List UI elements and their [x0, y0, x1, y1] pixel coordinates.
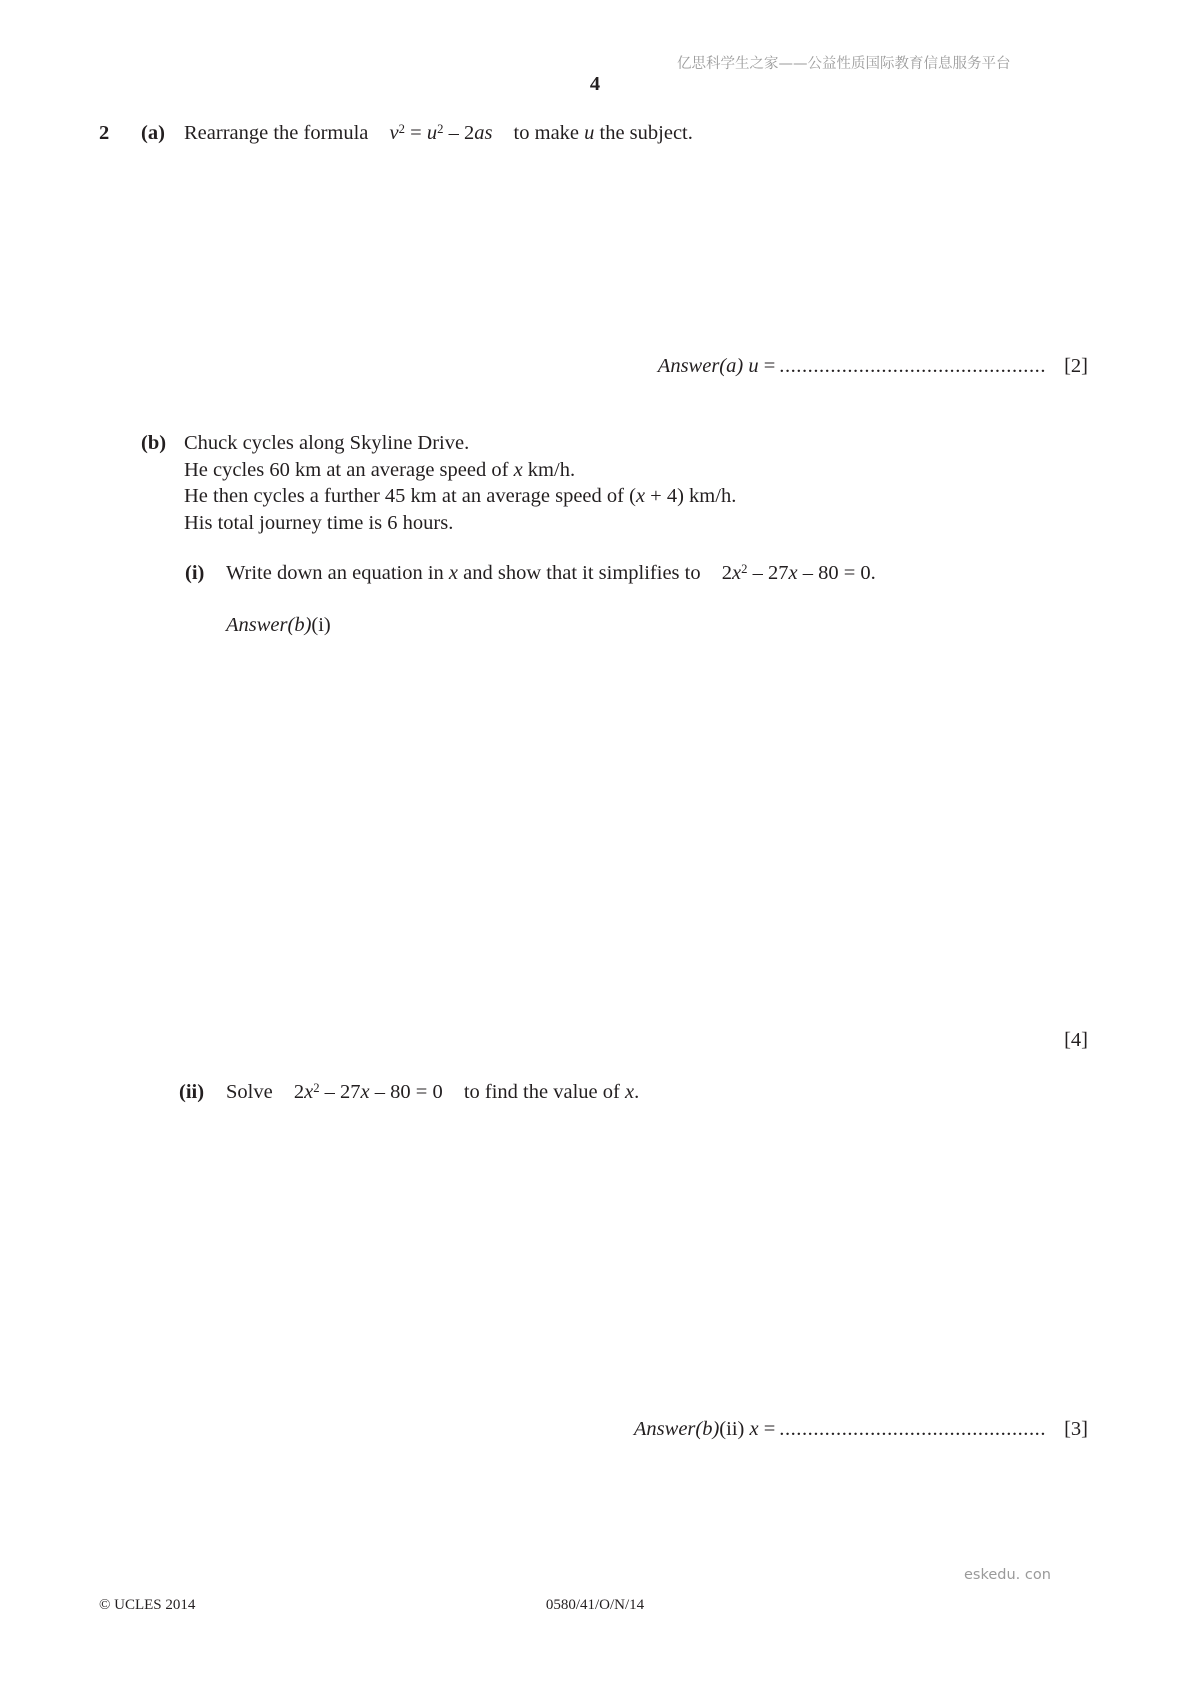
- answer-b-ii-var: x: [749, 1418, 759, 1440]
- question-number: 2: [99, 122, 110, 144]
- footer-copyright: © UCLES 2014: [99, 1597, 196, 1613]
- answer-b-i-label: Answer(b): [226, 614, 312, 636]
- part-a-subject-var: u: [584, 122, 595, 144]
- equation-x: x: [731, 562, 742, 584]
- answer-b-ii: [634, 1417, 1046, 1441]
- part-b-i-prompt: [226, 561, 876, 587]
- part-b-i-equation: [722, 562, 876, 584]
- formula-u: u: [426, 122, 438, 144]
- formula-u-exponent: 2: [437, 121, 444, 136]
- part-b-line-2-start: He cycles 60 km at an average speed of: [184, 459, 514, 481]
- part-b-line-1: Chuck cycles along Skyline Drive.: [184, 432, 470, 454]
- part-a-label: (a): [141, 122, 165, 144]
- equation-exponent: 2: [741, 561, 748, 576]
- answer-a-label: Answer(a): [657, 355, 744, 377]
- part-a-text-start: Rearrange the formula: [184, 122, 369, 144]
- part-a-text-end: the subject.: [594, 122, 693, 144]
- part-b-i-label: (i): [185, 562, 205, 584]
- answer-b-ii-equals: =: [758, 1418, 776, 1440]
- part-b-ii-text-mid: to find the value of: [463, 1081, 625, 1103]
- part-b-ii-equation: [294, 1081, 443, 1103]
- header-watermark: 亿思科学生之家——公益性质国际教育信息服务平台: [677, 56, 1011, 72]
- part-a-text-mid: to make: [513, 122, 585, 144]
- equation-x-2: x: [360, 1081, 370, 1103]
- formula-equals: =: [405, 122, 427, 144]
- part-b-line-2-var: x: [513, 459, 523, 481]
- equation-coefficient: 2: [293, 1081, 305, 1103]
- part-b-line-3-end: + 4) km/h.: [645, 485, 737, 507]
- equation-middle: – 27: [747, 562, 789, 584]
- page-number: 4: [589, 73, 601, 95]
- answer-b-ii-part: (ii): [719, 1418, 750, 1440]
- answer-a-blank[interactable]: ...............................................: [779, 355, 1046, 377]
- part-b-ii-prompt: [226, 1080, 639, 1106]
- part-b-line-2-end: km/h.: [522, 459, 576, 481]
- part-b-i-text-mid: and show that it simplifies to: [458, 562, 701, 584]
- answer-a-equals: =: [758, 355, 776, 377]
- part-a-formula: [390, 122, 493, 144]
- equation-end: – 80 = 0: [369, 1081, 443, 1103]
- marks-b-ii: [3]: [1064, 1418, 1088, 1440]
- equation-x: x: [304, 1081, 314, 1103]
- part-b-ii-label: (ii): [179, 1081, 205, 1103]
- marks-b-i: [4]: [1064, 1029, 1088, 1051]
- footer-paper-code: 0580/41/O/N/14: [545, 1597, 645, 1613]
- equation-exponent: 2: [313, 1080, 320, 1095]
- answer-a: [658, 354, 1046, 378]
- part-b-line-2: [184, 458, 575, 482]
- formula-v: v: [389, 122, 399, 144]
- part-b-line-3-var: x: [635, 485, 646, 507]
- equation-x-2: x: [788, 562, 798, 584]
- answer-b-ii-label: Answer(b): [633, 1418, 720, 1440]
- formula-v-exponent: 2: [398, 121, 406, 136]
- answer-a-var: u: [743, 355, 759, 377]
- footer-watermark: eskedu. con: [964, 1567, 1051, 1583]
- equation-end: – 80 = 0.: [797, 562, 876, 584]
- answer-b-i: [226, 613, 331, 637]
- part-b-line-4: His total journey time is 6 hours.: [184, 512, 454, 534]
- equation-coefficient: 2: [721, 562, 732, 584]
- part-b-i-var: x: [448, 562, 459, 584]
- part-b-line-3: [184, 484, 736, 508]
- formula-minus-2: – 2: [443, 122, 475, 144]
- marks-a: [2]: [1064, 355, 1088, 377]
- formula-as: as: [474, 122, 493, 144]
- part-b-label: (b): [141, 432, 167, 454]
- part-a-prompt: [184, 121, 693, 147]
- answer-b-ii-blank[interactable]: ...............................................: [779, 1418, 1046, 1440]
- answer-b-i-part: (i): [311, 614, 331, 636]
- part-b-ii-text-start: Solve: [226, 1081, 273, 1103]
- equation-middle: – 27: [319, 1081, 361, 1103]
- part-b-ii-var: x: [624, 1081, 635, 1103]
- part-b-ii-text-end: .: [634, 1081, 640, 1103]
- part-b-i-text-start: Write down an equation in: [226, 562, 449, 584]
- part-b-line-3-start: He then cycles a further 45 km at an average speed of (: [184, 485, 636, 507]
